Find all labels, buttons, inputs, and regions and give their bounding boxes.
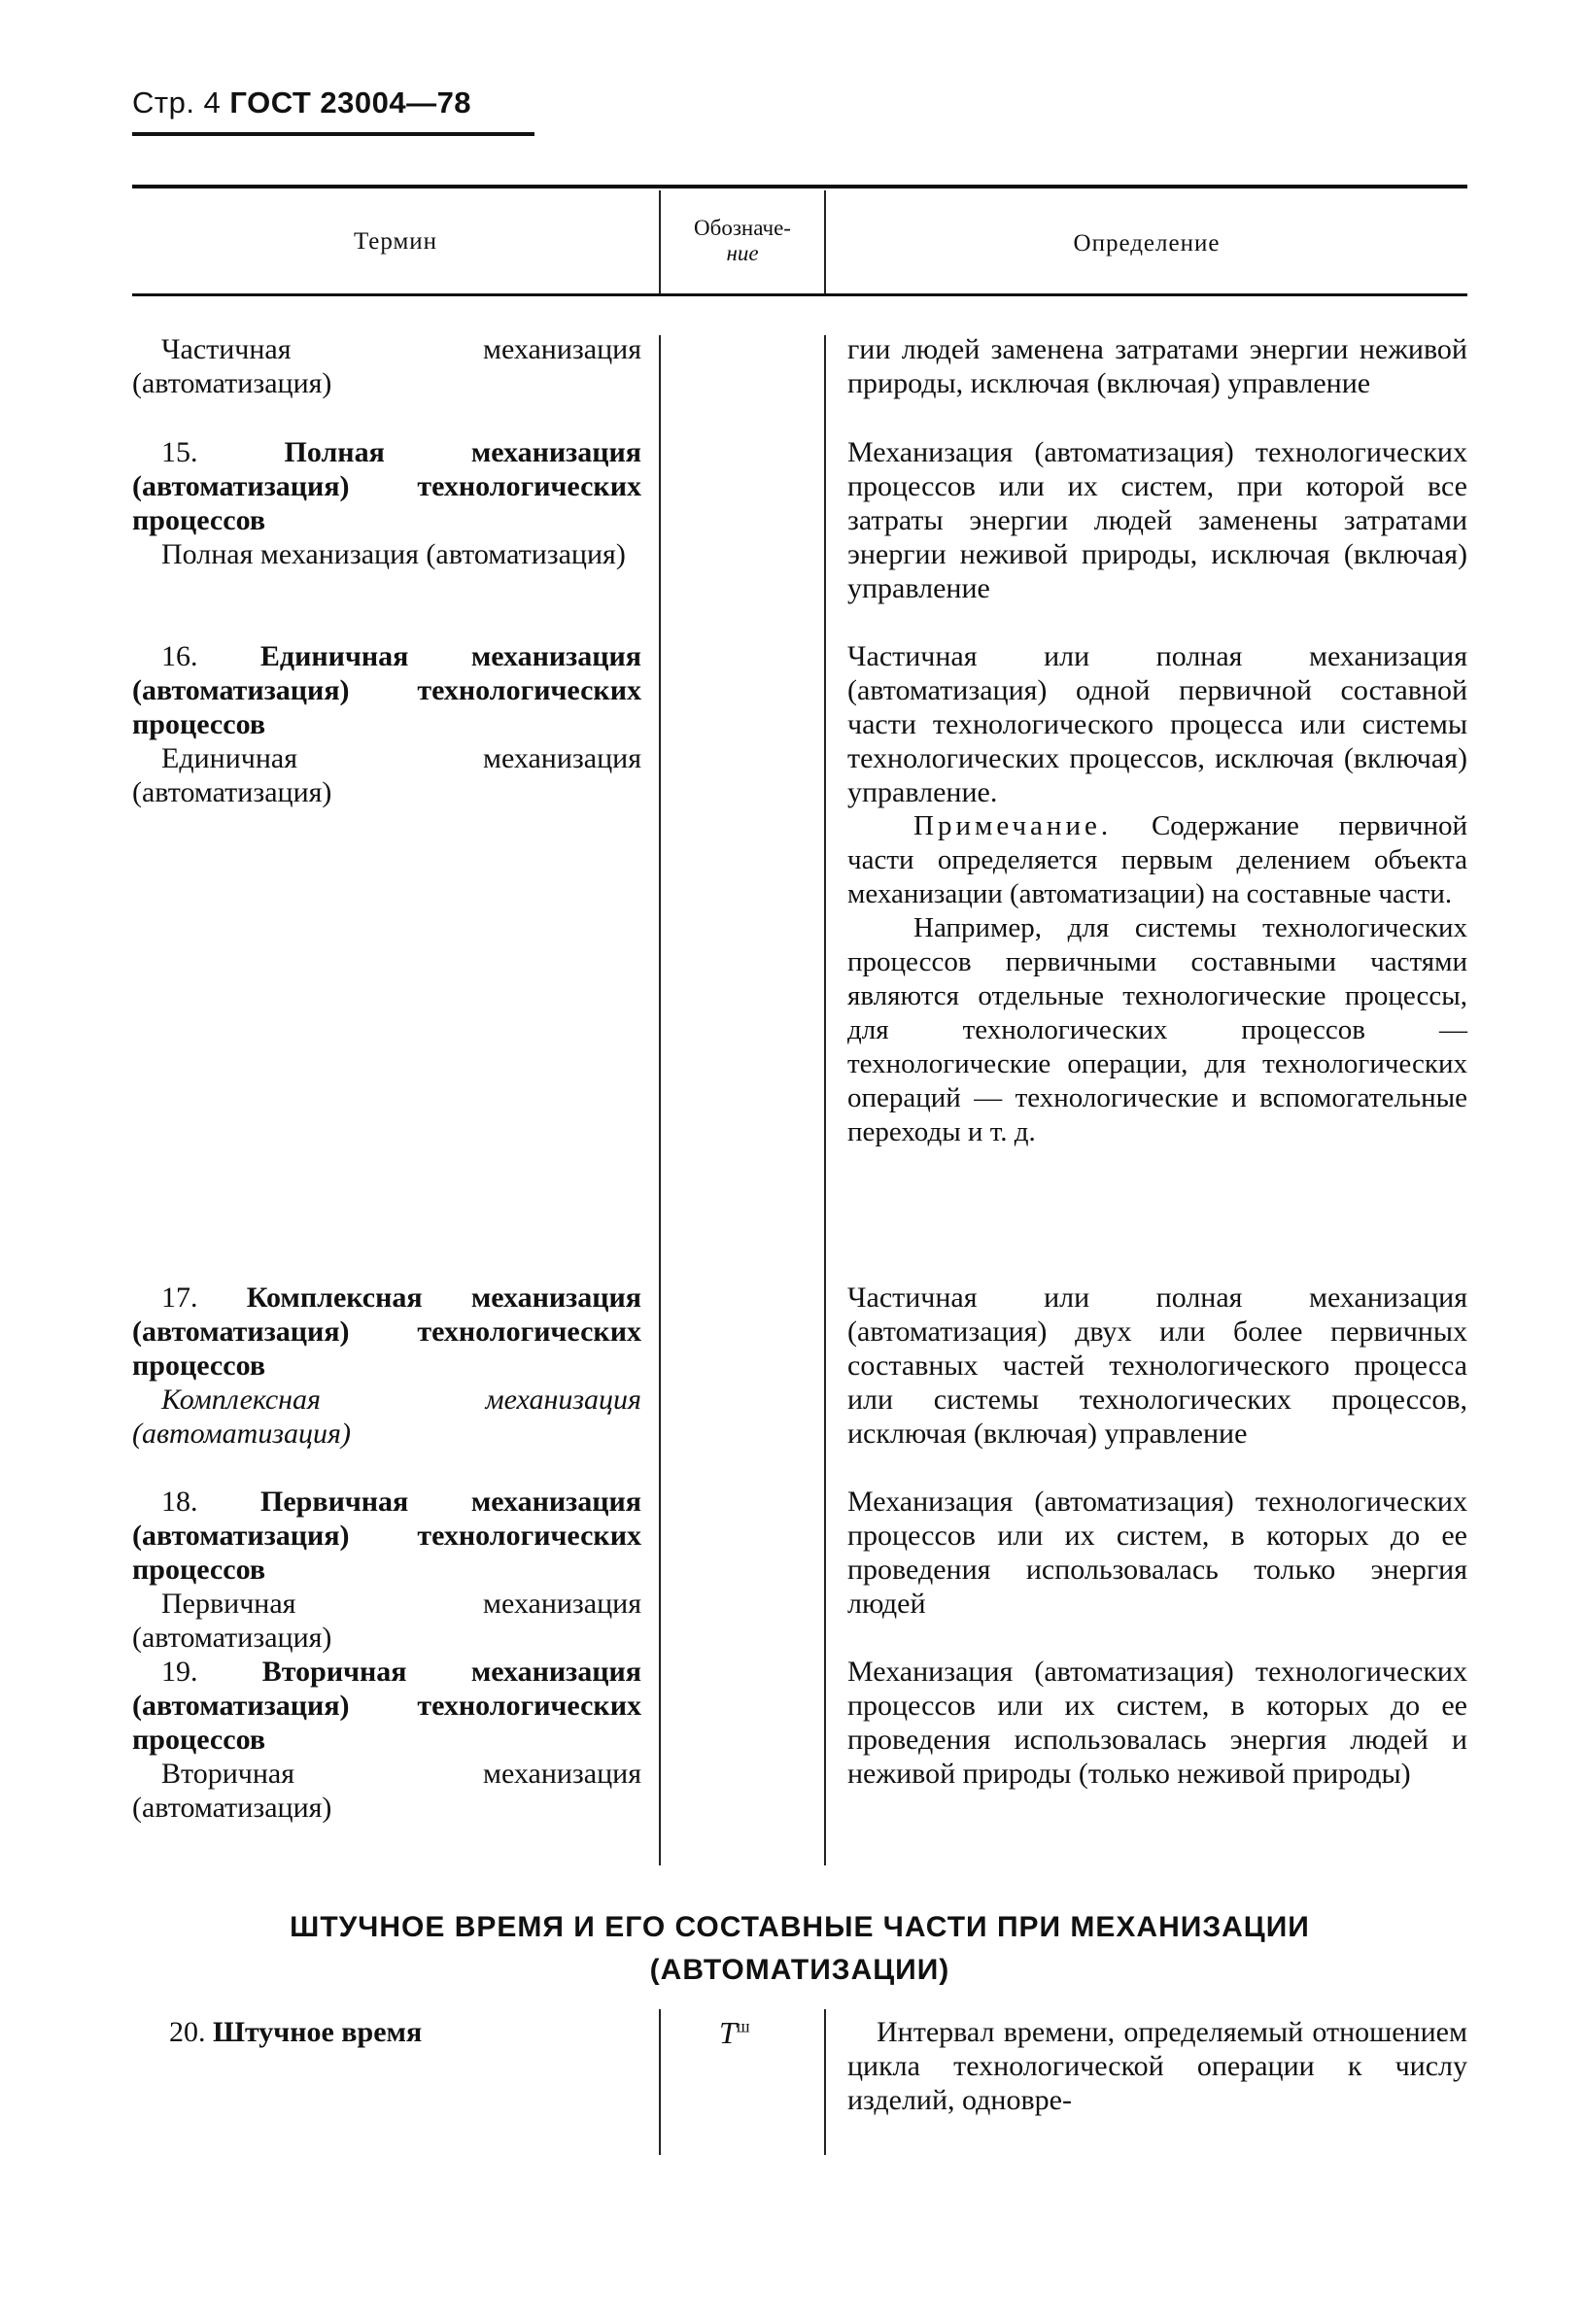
term-short-18: Первичная механизация (автоматизация) <box>132 1588 641 1654</box>
column-header-term: Термин <box>353 228 438 255</box>
definition-18: Механизация (автоматизация) технологических процессов или их систем, в которых до ее проведения использовалась только энергия людей <box>847 1486 1467 1620</box>
term-16: 16. Единичная механизация (автоматизация) технологических процессов Единичная механизация (автоматизация) <box>132 640 641 808</box>
term-15: 15. Полная механизация (автоматизация) технологических процессов Полная механизация (автоматизация) <box>132 436 641 570</box>
column-divider <box>824 335 826 1865</box>
term-20: 20. Штучное время <box>169 2016 423 2048</box>
term-short-17: Комплексная механизация (автоматизация) <box>132 1384 641 1450</box>
section-heading: ШТУЧНОЕ ВРЕМЯ И ЕГО СОСТАВНЫЕ ЧАСТИ ПРИ МЕХАНИЗАЦИИ (АВТОМАТИЗАЦИИ) <box>290 1911 1310 1986</box>
definition-15: Механизация (автоматизация) технологических процессов или их систем, при которой все затраты энергии людей заменены затратами энергии неживой природы, исключая (включая) управление <box>847 436 1467 604</box>
term-short-16: Единичная механизация (автоматизация) <box>132 742 641 808</box>
note-example: Например, для системы технологических процессов первичными составными частями являются отдельные технологические процессы, для технологических процессов — технологические операции, для технологических операций — технологические и вспомогательные переходы и т. д. <box>847 912 1467 1147</box>
column-divider <box>824 2009 826 2155</box>
definition-16: Частичная или полная механизация (автоматизация) одной первичной составной части технологического процесса или системы технологических процессов, исключая (включая) управление. Примечание. Содержание первичной части определяется первым делением объекта механизации (автоматизации) на составные части. Например, для системы технологических процессов первичными составными частями являются отдельные технологические процессы, для технологических процессов — технологические операции, для технологических операций — технологические и вспомогательные переходы и т. д. <box>847 640 1467 1147</box>
definition-19: Механизация (автоматизация) технологических процессов или их систем, в которых до ее проведения использовалась энергия людей и неживой природы (только неживой природы) <box>847 1656 1467 1790</box>
header-underline <box>132 132 534 136</box>
definition-20: Интервал времени, определяемый отношением цикла технологической операции к числу изделий, одновре- <box>847 2016 1467 2116</box>
definition-17: Частичная или полная механизация (автоматизация) двух или более первичных составных частей технологического процесса или системы технологических процессов, исключая (включая) управление <box>847 1282 1467 1450</box>
column-header-designation: Обозначе- ние <box>694 216 791 265</box>
column-header-definition: Определение <box>1073 230 1221 256</box>
page-number: Стр. 4 <box>132 85 222 120</box>
designation-symbol: $T^ш$ <box>719 2015 750 2050</box>
definition-14-continued: гии людей заменена затратами энергии неживой природы, исключая (включая) управление <box>847 333 1467 399</box>
table-top-rule <box>132 185 1467 188</box>
term-short-19: Вторичная механизация (автоматизация) <box>132 1758 641 1824</box>
note: Примечание. Содержание первичной части определяется первым делением объекта механизации (автоматизации) на составные части. <box>847 810 1467 909</box>
term-short-15: Полная механизация (автоматизация) <box>161 538 626 570</box>
term-19: 19. Вторичная механизация (автоматизация) технологических процессов Вторичная механизация (автоматизация) <box>132 1656 641 1824</box>
term-17: 17. Комплексная механизация (автоматизация) технологических процессов Комплексная механизация (автоматизация) <box>132 1282 642 1450</box>
term-short-14: Частичная механизация (автоматизация) <box>132 333 641 399</box>
column-divider <box>659 2009 661 2155</box>
term-18: 18. Первичная механизация (автоматизация) технологических процессов Первичная механизация (автоматизация) <box>132 1486 641 1654</box>
table-header-rule <box>132 293 1467 296</box>
standard-number: ГОСТ 23004—78 <box>229 85 472 120</box>
column-divider <box>659 335 661 1865</box>
page-header <box>132 85 471 120</box>
